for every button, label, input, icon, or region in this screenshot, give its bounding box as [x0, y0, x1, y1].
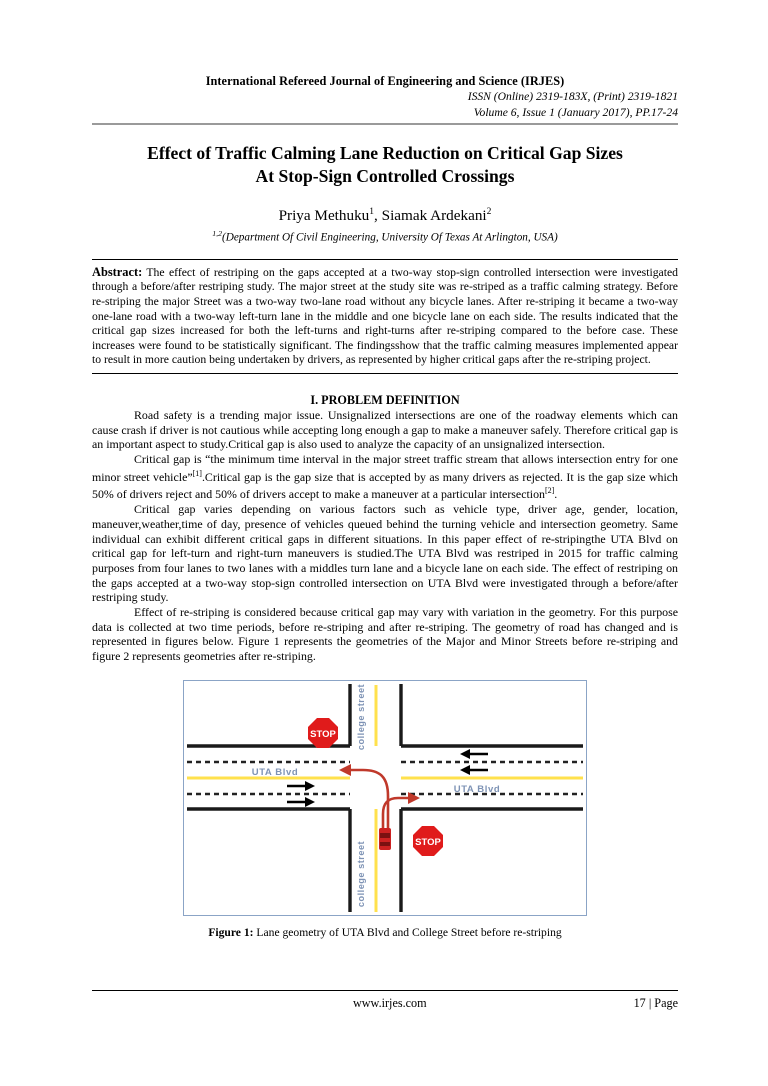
left-turn-path — [339, 764, 388, 834]
abstract-section — [92, 259, 678, 374]
body-paragraph-2 — [92, 452, 678, 502]
footer-website[interactable]: www.irjes.com — [352, 996, 427, 1011]
author-name-2: Siamak Ardekani — [381, 207, 487, 225]
abstract-body — [92, 265, 678, 368]
affiliation-footnote-marker: 1,2 — [212, 229, 223, 239]
author-1-footnote-marker: 1 — [369, 207, 375, 217]
paragraph-2-text-c: . — [554, 487, 558, 502]
body-paragraph-3: Critical gap varies depending on various factors such as vehicle type, driver age, gender, location, maneuver,weather,time of day, presence of vehicles queued behind the turning vehicle and intersection geometry. Same individual can exhibit different critical gaps in different situations. In this paper effect of re-stripingthe UTA Blvd on critical gap for left-turn and right-turn maneuvers is studied.The UTA Blvd was restriped in 2015 for traffic calming purposes from four lanes to two lanes with a middles turn lane and a bicycle lane on each side. The effect of restriping on the gaps accepted at a two-way stop-sign controlled intersection on UTA Blvd were investigated through a before/after restriping study. — [92, 502, 678, 605]
page-footer — [92, 990, 678, 1011]
figure-caption-text: Lane geometry of UTA Blvd and College Street before re-striping — [253, 925, 562, 939]
footer-divider — [92, 990, 678, 991]
footer-page-number: 17 | Page — [633, 996, 678, 1011]
author-affiliation — [92, 226, 678, 246]
author-separator: , — [374, 207, 382, 225]
paper-title-line-1: Effect of Traffic Calming Lane Reduction on Critical Gap Sizes — [147, 143, 623, 163]
label-college-street-south: college street — [356, 840, 366, 907]
affiliation-text: (Department Of Civil Engineering, University Of Texas At Arlington, USA) — [222, 231, 558, 244]
vehicle-icon — [379, 828, 391, 850]
journal-header — [92, 0, 678, 125]
paragraph-2-text-a: Critical gap is “the minimum time interval in the major street traffic stream that allows intersection entry for one minor street vehicle” — [92, 452, 678, 484]
author-list — [92, 203, 678, 225]
paragraph-2-text-b: .Critical gap is the gap size that is accepted by as many drivers as rejected. It is the gap size which 50% of drivers reject and 50% of drivers accept to make a maneuver at a particular intersection — [92, 469, 678, 502]
author-name-1: Priya Methuku — [278, 207, 370, 225]
figure-1-block — [92, 680, 678, 916]
abstract-label: Abstract: — [92, 264, 143, 279]
intersection-diagram — [187, 684, 583, 912]
figure-1-canvas — [187, 684, 583, 912]
direction-arrow-westbound-1 — [460, 749, 488, 759]
label-college-street-north: college street — [356, 683, 366, 750]
figure-1-caption — [92, 925, 678, 940]
journal-issn: ISSN (Online) 2319-183X, (Print) 2319-1821 — [467, 90, 678, 103]
stop-sign-bottom-label: STOP — [415, 836, 441, 848]
direction-arrow-eastbound-1 — [287, 781, 315, 791]
page-content — [92, 0, 678, 940]
journal-title: International Refereed Journal of Engineering and Science (IRJES) — [205, 74, 565, 88]
body-paragraph-1: Road safety is a trending major issue. Unsignalized intersections are one of the roadway elements which can cause crash if driver is not cautious while accepting long enough a gap to make a maneuver safely. Therefore critical gap is an important aspect to study.Critical gap is also used to analyze the capacity of an unsignalized intersection. — [92, 407, 678, 452]
stop-sign-top — [308, 718, 338, 748]
abstract-text: The effect of restriping on the gaps accepted at a two-way stop-sign controlled intersection were investigated through a before/after restriping study. The major street at the study site was re-striped as a traffic calming strategy. Before re-striping the major Street was a two-way two-lane road without any bicycle lanes. After re-striping it became a two-way one-lane road with a two-way left-turn lane in the middle and one bicycle lane on each side. The results indicated that the critical gap sizes increased for both the left-turns and right-turns after re-striping compared to the before case. These increases were found to be statistically significant. The findingsshow that the traffic calming measures implemented appear to result in more caution being undertaken by drivers, as represented by higher critical gaps after the re-striping project. — [92, 265, 678, 367]
page-title — [92, 142, 678, 188]
label-uta-blvd-east: UTA Blvd — [453, 783, 501, 795]
stop-sign-bottom — [413, 826, 443, 856]
direction-arrow-eastbound-2 — [287, 797, 315, 807]
figure-1-frame — [183, 680, 587, 916]
journal-volume: Volume 6, Issue 1 (January 2017), PP.17-24 — [473, 105, 678, 119]
stop-sign-top-label: STOP — [310, 728, 336, 740]
figure-caption-label: Figure 1: — [208, 925, 254, 939]
label-uta-blvd-west: UTA Blvd — [251, 766, 299, 778]
paper-title-line-2: At Stop-Sign Controlled Crossings — [255, 166, 515, 186]
citation-ref-2: [2] — [544, 486, 555, 496]
direction-arrow-westbound-2 — [460, 765, 488, 775]
section-heading-problem-definition: I. PROBLEM DEFINITION — [310, 392, 460, 407]
citation-ref-1: [1] — [192, 468, 202, 478]
header-divider — [92, 123, 678, 125]
body-paragraph-4: Effect of re-striping is considered because critical gap may vary with variation in the geometry. For this purpose data is collected at two time periods, before re-striping and after re-striping. The geometry of road has changed and is represented in figures below. Figure 1 represents the geometries of the Major and Minor Streets before re-striping and figure 2 represents geometries after re-striping. — [92, 605, 678, 664]
author-2-footnote-marker: 2 — [486, 207, 492, 217]
footer-row — [92, 996, 678, 1011]
